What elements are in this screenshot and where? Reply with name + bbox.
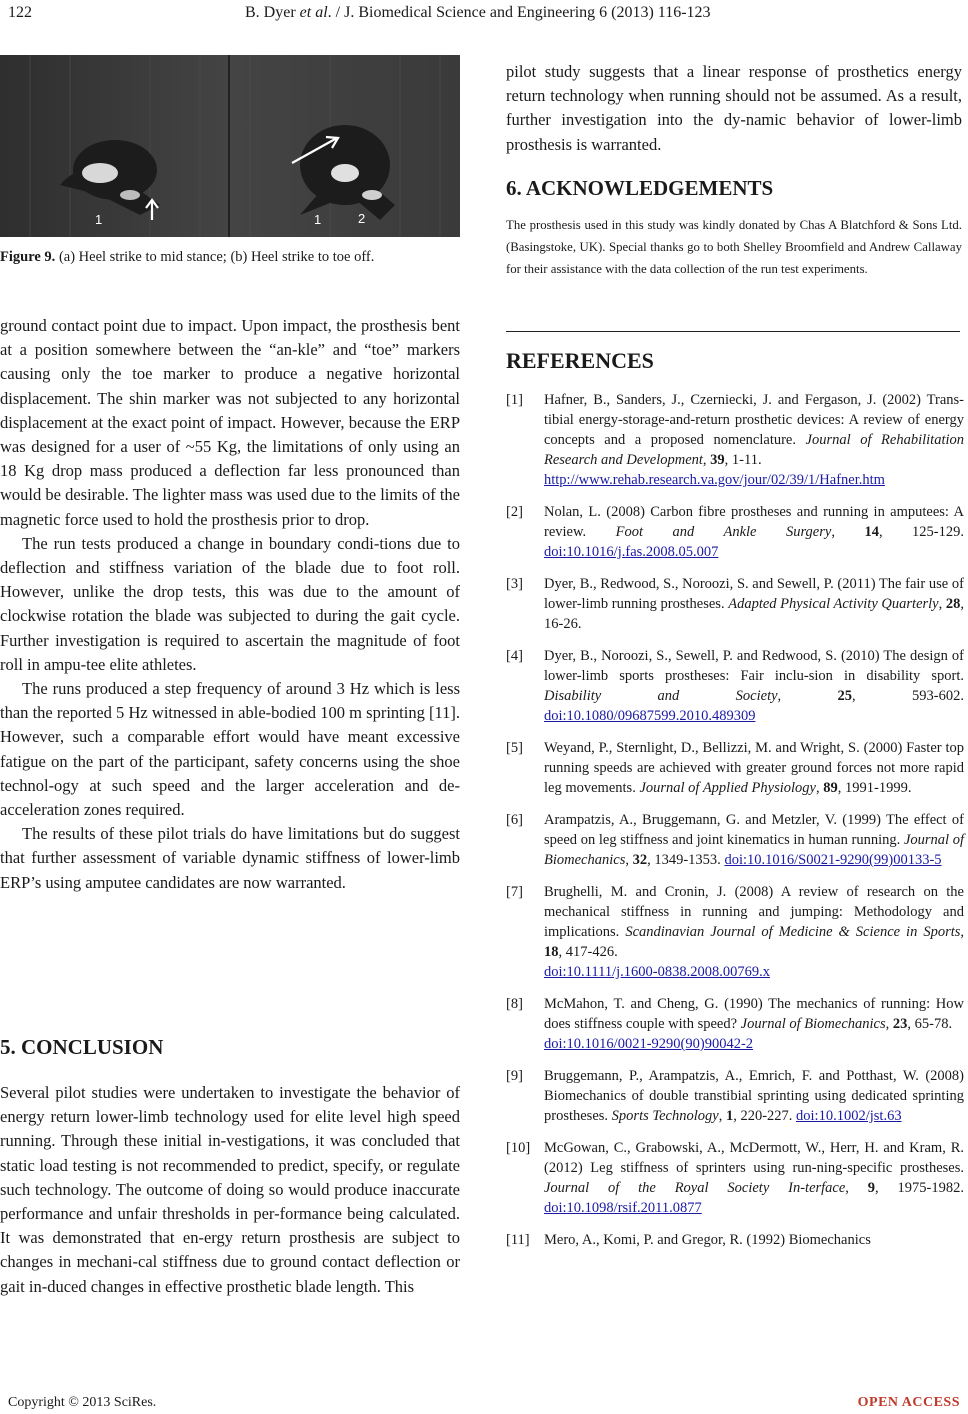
conclusion-body bbox=[0, 1081, 460, 1299]
reference-authors: McMahon, T. and Cheng, G. (1990) The mechanics of running: How does stiffness couple with speed? bbox=[544, 996, 964, 1032]
reference-pages: , 1-11. bbox=[724, 452, 762, 468]
ack-body bbox=[506, 214, 962, 280]
reference-link[interactable]: doi:10.1016/j.fas.2008.05.007 bbox=[544, 544, 719, 560]
reference-pages: , 1349-1353. bbox=[647, 852, 725, 868]
reference-authors: Dyer, B., Noroozi, S., Sewell, P. and Redwood, S. (2010) The design of lower-limb sports prostheses: Fair inclu-sion in disability sport. bbox=[544, 648, 964, 684]
reference-authors: McGowan, C., Grabowski, A., McDermott, W., Herr, H. and Kram, R. (2012) Leg stiffness of sprinters using run-ning-specific prostheses. bbox=[544, 1140, 964, 1176]
reference-link[interactable]: doi:10.1002/jst.63 bbox=[796, 1108, 902, 1124]
reference-number: [9] bbox=[506, 1068, 523, 1084]
reference-authors: Weyand, P., Sternlight, D., Bellizzi, M. and Wright, S. (2000) Faster top running speeds are achieved with greater ground forces not more rapid leg movements. bbox=[544, 740, 964, 796]
reference-authors: Mero, A., Komi, P. and Gregor, R. (1992) Biomechanics bbox=[544, 1232, 871, 1248]
reference-journal: Sports Technology bbox=[611, 1108, 719, 1124]
running-header bbox=[0, 0, 968, 30]
reference-volume: 14 bbox=[864, 524, 879, 540]
right-continuation bbox=[506, 60, 962, 157]
reference-item: [6] Arampatzis, A., Bruggemann, G. and Metzler, V. (1999) The effect of speed on leg stiffness and joint kinematics in human running. Journal of Biomechanics, 32, 1349-1353. doi:10.1016/S0021-9290(99)00133-5 bbox=[506, 812, 965, 868]
reference-pages: , 125-129. bbox=[878, 524, 964, 540]
paragraph: The results of these pilot trials do have limitations but do suggest that further assessment of variable dynamic stiffness of lower-limb ERP’s using amputee candidates are now warranted. bbox=[0, 824, 460, 892]
reference-authors: Nolan, L. (2008) Carbon fibre prostheses and running in amputees: A review. bbox=[544, 504, 964, 540]
reference-volume: 28 bbox=[945, 596, 961, 612]
reference-number: [2] bbox=[506, 504, 523, 520]
reference-number: [10] bbox=[506, 1140, 531, 1156]
reference-journal: Journal of Biomechanics bbox=[740, 1016, 886, 1032]
reference-pages: , 1991-1999. bbox=[837, 780, 912, 796]
reference-pages: , 16-26. bbox=[544, 596, 965, 632]
header-author: B. Dyer bbox=[245, 4, 300, 21]
reference-pages: , 1975-1982. bbox=[875, 1180, 964, 1196]
reference-volume: 39 bbox=[710, 452, 725, 468]
reference-item: [3] Dyer, B., Redwood, S., Noroozi, S. and Sewell, P. (2011) The fair use of lower-limb running prostheses. Adapted Physical Activity Quarterly, 28, 16-26. bbox=[506, 576, 965, 632]
figure-caption bbox=[0, 248, 460, 267]
reference-number: [3] bbox=[506, 576, 523, 592]
reference-link[interactable]: http://www.rehab.research.va.gov/jour/02/39/1/Hafner.htm bbox=[544, 472, 885, 488]
caption-label: Figure 9. bbox=[0, 249, 56, 265]
reference-link[interactable]: doi:10.1080/09687599.2010.489309 bbox=[544, 708, 756, 724]
reference-authors: Dyer, B., Redwood, S., Noroozi, S. and Sewell, P. (2011) The fair use of lower-limb running prostheses. bbox=[544, 576, 964, 612]
reference-item: [4] Dyer, B., Noroozi, S., Sewell, P. and Redwood, S. (2010) The design of lower-limb sports prostheses: Fair inclu-sion in disability sport. Disability and Society, 25, 593-602. doi:10.1080/09687599.2010.489309 bbox=[506, 648, 964, 724]
reference-volume: 1 bbox=[725, 1108, 734, 1124]
reference-journal: Disability and Society bbox=[544, 688, 778, 704]
reference-number: [8] bbox=[506, 996, 523, 1012]
section-rule bbox=[506, 331, 960, 332]
paragraph: The run tests produced a change in boundary condi-tions due to deflection and stiffness variation of the blade due to foot roll. However, unlike the drop tests, this was due to the amount of clockwise rotation the blade was subjected to during the gait cycle. Further investigation is required to ascertain the magnitude of foot roll in ampu-tee elite athletes. bbox=[0, 533, 460, 674]
reference-volume: 32 bbox=[632, 852, 648, 868]
reference-number: [5] bbox=[506, 740, 523, 756]
references-heading: REFERENCES bbox=[506, 348, 654, 373]
reference-pages: , 220-227. bbox=[733, 1108, 797, 1124]
reference-number: [1] bbox=[506, 392, 523, 408]
reference-number: [11] bbox=[506, 1232, 530, 1248]
reference-authors: Brughelli, M. and Cronin, J. (2008) A review of research on the mechanical stiffness in running and jumping: Methodology and implications. bbox=[544, 884, 964, 940]
reference-journal: Journal of Rehabilitation Research and Development bbox=[544, 432, 964, 468]
marker-label: 1 bbox=[95, 212, 103, 227]
reference-number: [6] bbox=[506, 812, 523, 828]
page-number: 122 bbox=[8, 4, 32, 21]
header-et-al: et al bbox=[299, 4, 328, 21]
reference-link[interactable]: doi:10.1016/S0021-9290(99)00133-5 bbox=[724, 852, 942, 868]
open-access-badge: OPEN ACCESS bbox=[857, 1395, 960, 1410]
reference-volume: 9 bbox=[867, 1180, 876, 1196]
reference-item: [2] Nolan, L. (2008) Carbon fibre prostheses and running in amputees: A review. Foot and Ankle Surgery, 14, 125-129. doi:10.1016/j.fas.2008.05.007 bbox=[506, 504, 964, 560]
ack-heading: 6. ACKNOWLEDGEMENTS bbox=[506, 176, 774, 200]
conclusion-heading: 5. CONCLUSION bbox=[0, 1035, 164, 1059]
reference-journal: Scandinavian Journal of Medicine & Science in Sports bbox=[625, 924, 961, 940]
caption-text: (a) Heel strike to mid stance; (b) Heel strike to toe off. bbox=[55, 249, 375, 265]
conclusion-paragraph: Several pilot studies were undertaken to investigate the behavior of energy return lower-limb technology used for elite level high speed running. Through these initial in-vestigations, it was concluded that static load testing is not recommended to predict, specify, or regulate such technology. The outcome of doing so would produce inaccurate performance and unfair thresholds in per-formance being calculated. It was demonstrated that en-ergy return prosthesis are subject to changes in mechani-cal stiffness due to ground contact deflection or gait in-duced changes in effective prosthetic blade length. This bbox=[0, 1083, 460, 1296]
reference-item: [1] Hafner, B., Sanders, J., Czerniecki, J. and Fergason, J. (2002) Trans-tibial energy-storage-and-return prosthetic devices: A review of energy concepts and a proposed nomenclature. Journal of Rehabilitation Research and Development, 39, 1-11. http://www.rehab.research.va.gov/jour/02/39/1/Hafner.htm bbox=[506, 392, 964, 488]
reference-item: [5] Weyand, P., Sternlight, D., Bellizzi, M. and Wright, S. (2000) Faster top running speeds are achieved with greater ground forces not more rapid leg movements. Journal of Applied Physiology, 89, 1991-1999. bbox=[506, 740, 964, 796]
reference-journal: Journal of Applied Physiology bbox=[639, 780, 816, 796]
reference-item: [10] McGowan, C., Grabowski, A., McDermott, W., Herr, H. and Kram, R. (2012) Leg stiffness of sprinters using run-ning-specific prostheses. Journal of the Royal Society In-terface, 9, 1975-1982. doi:10.1098/rsif.2011.0877 bbox=[506, 1140, 964, 1216]
reference-authors: Hafner, B., Sanders, J., Czerniecki, J. and Fergason, J. (2002) Trans-tibial energy-storage-and-return prosthetic devices: A review of energy concepts and a proposed nomenclature. bbox=[544, 392, 964, 448]
reference-pages: , 593-602. bbox=[852, 688, 964, 704]
figure-markers bbox=[0, 55, 460, 237]
reference-volume: 23 bbox=[892, 1016, 908, 1032]
ack-paragraph: The prosthesis used in this study was kindly donated by Chas A Blatchford & Sons Ltd. (Basingstoke, UK). Special thanks go to both Shelley Broomfield and Andrew Callaway for their assistance with the data collection of the run test experiments. bbox=[506, 218, 962, 276]
marker-label: 2 bbox=[358, 211, 366, 226]
reference-authors: Arampatzis, A., Bruggemann, G. and Metzler, V. (1999) The effect of speed on leg stiffness and joint kinematics in human running. bbox=[544, 812, 964, 848]
reference-journal: Journal of Biomechanics bbox=[544, 832, 965, 868]
reference-link[interactable]: doi:10.1111/j.1600-0838.2008.00769.x bbox=[544, 964, 770, 980]
reference-volume: 18 bbox=[544, 944, 559, 960]
reference-number: [4] bbox=[506, 648, 523, 664]
reference-volume: 89 bbox=[823, 780, 838, 796]
reference-item: [9] Bruggemann, P., Arampatzis, A., Emrich, F. and Potthast, W. (2008) Biomechanics of double transtibial sprinting using dedicated sprinting prostheses. Sports Technology, 1, 220-227. doi:10.1002/jst.63 bbox=[506, 1068, 964, 1124]
reference-pages: , 65-78. bbox=[907, 1016, 953, 1032]
header-journal: . / J. Biomedical Science and Engineering 6 (2013) 116-123 bbox=[327, 4, 711, 21]
reference-item bbox=[506, 1230, 964, 1250]
paragraph: ground contact point due to impact. Upon impact, the prosthesis bent at a position somewhere between the “an-kle” and “toe” markers causing only the toe marker to produce a negative horizontal displacement. The shin marker was not subjected to any horizontal displacement at the exact point of impact. However, because the ERP was designed for a user of ~55 Kg, the limitations of only using an 18 Kg drop mass produced a deflection far less pronounced than would be desirable. The lighter mass was used due to the limits of the magnetic force used to hold the prosthesis prior to drop. bbox=[0, 316, 460, 529]
left-body bbox=[0, 314, 460, 895]
reference-volume: 25 bbox=[837, 688, 853, 704]
copyright: Copyright © 2013 SciRes. bbox=[8, 1395, 157, 1410]
reference-link[interactable]: doi:10.1098/rsif.2011.0877 bbox=[544, 1200, 702, 1216]
reference-link[interactable]: doi:10.1016/0021-9290(90)90042-2 bbox=[544, 1036, 754, 1052]
figure-9-image bbox=[0, 55, 460, 237]
journal-header bbox=[245, 4, 711, 22]
reference-journal: Journal of the Royal Society In-terface bbox=[544, 1180, 846, 1196]
reference-number: [7] bbox=[506, 884, 523, 900]
reference-journal: Adapted Physical Activity Quarterly bbox=[728, 596, 939, 612]
marker-label: 1 bbox=[314, 212, 322, 227]
reference-pages: , 417-426. bbox=[558, 944, 618, 960]
reference-authors: Bruggemann, P., Arampatzis, A., Emrich, F. and Potthast, W. (2008) Biomechanics of double transtibial sprinting using dedicated sprinting prostheses. bbox=[544, 1068, 964, 1124]
paragraph: pilot study suggests that a linear response of prosthetics energy return technology when running should not be assumed. As a result, further investigation into the dy-namic behavior of lower-limb prosthesis is warranted. bbox=[506, 62, 962, 154]
paragraph: The runs produced a step frequency of around 3 Hz which is less than the reported 5 Hz witnessed in able-bodied 100 m sprinting [11]. However, such a comparable effort would have meant excessive fatigue on the part of the participant, safety concerns using the shoe technol-ogy at such speed and the larger acceleration and de-acceleration zones required. bbox=[0, 679, 460, 820]
reference-list bbox=[506, 390, 964, 1262]
reference-item: [8] McMahon, T. and Cheng, G. (1990) The mechanics of running: How does stiffness couple with speed? Journal of Biomechanics, 23, 65-78. doi:10.1016/0021-9290(90)90042-2 bbox=[506, 996, 964, 1052]
reference-item: [7] Brughelli, M. and Cronin, J. (2008) A review of research on the mechanical stiffness in running and jumping: Methodology and implications. Scandinavian Journal of Medicine & Science in Sports, 18, 417-426. doi:10.1111/j.1600-0838.2008.00769.x bbox=[506, 884, 965, 980]
reference-journal: Foot and Ankle Surgery bbox=[615, 524, 832, 540]
